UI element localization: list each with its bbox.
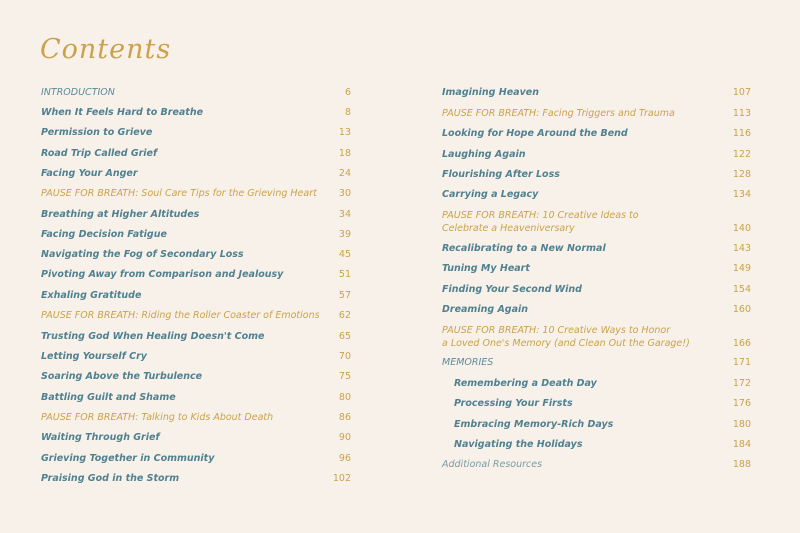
toc-page-number: 57 bbox=[338, 290, 351, 301]
toc-entry-label[interactable]: Finding Your Second Wind bbox=[442, 284, 582, 295]
toc-entry-label[interactable]: Laughing Again bbox=[442, 149, 526, 160]
toc-entry-label[interactable]: Carrying a Legacy bbox=[442, 189, 539, 200]
toc-entry-label[interactable]: Imagining Heaven bbox=[442, 87, 539, 98]
toc-page-number: 128 bbox=[732, 169, 751, 180]
toc-page-number: 45 bbox=[338, 249, 351, 260]
toc-entry-label[interactable]: PAUSE FOR BREATH: Facing Triggers and Trauma bbox=[442, 108, 675, 119]
toc-entry-label[interactable]: Trusting God When Healing Doesn't Come bbox=[41, 331, 265, 342]
toc-page-number: 62 bbox=[338, 310, 351, 321]
toc-entry-label[interactable]: Dreaming Again bbox=[442, 304, 529, 315]
toc-page-number: 90 bbox=[338, 432, 351, 443]
toc-entry-label-continued[interactable]: Celebrate a Heaveniversary bbox=[442, 223, 575, 234]
toc-page-number: 102 bbox=[332, 473, 351, 484]
toc-page-number: 176 bbox=[732, 398, 751, 409]
toc-entry-label[interactable]: Flourishing After Loss bbox=[442, 169, 560, 180]
toc-entry-label[interactable]: PAUSE FOR BREATH: Riding the Roller Coaster of Emotions bbox=[41, 310, 320, 321]
toc-entry-label[interactable]: Letting Yourself Cry bbox=[41, 351, 147, 362]
toc-page-number: 51 bbox=[338, 269, 351, 280]
toc-page-number: 8 bbox=[344, 107, 351, 118]
toc-page-number: 13 bbox=[338, 127, 351, 138]
toc-page-number: 160 bbox=[732, 304, 751, 315]
toc-entry-label[interactable]: INTRODUCTION bbox=[41, 87, 115, 98]
toc-page-number: 116 bbox=[732, 128, 751, 139]
toc-entry-label[interactable]: Facing Decision Fatigue bbox=[41, 229, 167, 240]
toc-page-number: 149 bbox=[732, 263, 751, 274]
toc-page-number: 180 bbox=[732, 419, 751, 430]
toc-page-number: 34 bbox=[338, 209, 351, 220]
toc-entry-label[interactable]: Tuning My Heart bbox=[442, 263, 530, 274]
toc-entry-label[interactable]: MEMORIES bbox=[442, 357, 494, 368]
toc-page-number: 18 bbox=[338, 148, 351, 159]
toc-page-number: 166 bbox=[732, 338, 751, 349]
toc-entry-label[interactable]: When It Feels Hard to Breathe bbox=[41, 107, 204, 118]
toc-entry-label[interactable]: Exhaling Gratitude bbox=[41, 290, 142, 301]
toc-page-number: 107 bbox=[732, 87, 751, 98]
toc-entry-label[interactable]: Embracing Memory-Rich Days bbox=[454, 419, 614, 430]
toc-page-number: 154 bbox=[732, 284, 751, 295]
toc-page-number: 122 bbox=[732, 149, 751, 160]
toc-page-number: 171 bbox=[732, 357, 751, 368]
toc-entry-label[interactable]: PAUSE FOR BREATH: Soul Care Tips for the Grieving Heart bbox=[41, 188, 317, 199]
toc-page-number: 70 bbox=[338, 351, 351, 362]
toc-entry-label[interactable]: Recalibrating to a New Normal bbox=[442, 243, 606, 254]
toc-entry-label[interactable]: Praising God in the Storm bbox=[41, 473, 180, 484]
toc-page-number: 86 bbox=[338, 412, 351, 423]
toc-entry-label[interactable]: Waiting Through Grief bbox=[41, 432, 160, 443]
toc-entry-label[interactable]: Breathing at Higher Altitudes bbox=[41, 209, 200, 220]
toc-entry-label[interactable]: PAUSE FOR BREATH: Talking to Kids About Death bbox=[41, 412, 274, 423]
toc-page-number: 143 bbox=[732, 243, 751, 254]
toc-entry-label[interactable]: PAUSE FOR BREATH: 10 Creative Ideas to bbox=[442, 210, 639, 221]
toc-page-number: 30 bbox=[338, 188, 351, 199]
toc-page-number: 113 bbox=[732, 108, 751, 119]
toc-page-number: 39 bbox=[338, 229, 351, 240]
toc-entry-label[interactable]: Pivoting Away from Comparison and Jealousy bbox=[41, 269, 284, 280]
toc-page-number: 75 bbox=[338, 371, 351, 382]
toc-entry-label[interactable]: Road Trip Called Grief bbox=[41, 148, 158, 159]
toc-page-number: 134 bbox=[732, 189, 751, 200]
toc-entry-label[interactable]: Navigating the Fog of Secondary Loss bbox=[41, 249, 244, 260]
toc-page-number: 172 bbox=[732, 378, 751, 389]
toc-page-number: 96 bbox=[338, 453, 351, 464]
toc-entry-label[interactable]: Navigating the Holidays bbox=[454, 439, 583, 450]
toc-entry-label[interactable]: Soaring Above the Turbulence bbox=[41, 371, 203, 382]
toc-entry-label[interactable]: Looking for Hope Around the Bend bbox=[442, 128, 628, 139]
contents-title: Contents bbox=[40, 34, 172, 65]
toc-page-number: 80 bbox=[338, 392, 351, 403]
toc-entry-label-continued[interactable]: a Loved One's Memory (and Clean Out the Garage!) bbox=[442, 338, 690, 349]
toc-page-number: 184 bbox=[732, 439, 751, 450]
toc-entry-label[interactable]: Remembering a Death Day bbox=[454, 378, 597, 389]
toc-entry-label[interactable]: Processing Your Firsts bbox=[454, 398, 573, 409]
toc-page-number: 188 bbox=[732, 459, 751, 470]
toc-entry-label[interactable]: Permission to Grieve bbox=[41, 127, 153, 138]
toc-page-number: 65 bbox=[338, 331, 351, 342]
toc-entry-label[interactable]: Additional Resources bbox=[442, 459, 543, 470]
toc-page-number: 6 bbox=[344, 87, 351, 98]
toc-page-number: 24 bbox=[338, 168, 351, 179]
toc-entry-label[interactable]: Facing Your Anger bbox=[41, 168, 138, 179]
toc-entry-label[interactable]: PAUSE FOR BREATH: 10 Creative Ways to Honor bbox=[442, 325, 671, 336]
toc-entry-label[interactable]: Battling Guilt and Shame bbox=[41, 392, 176, 403]
toc-entry-label[interactable]: Grieving Together in Community bbox=[41, 453, 215, 464]
toc-page-number: 140 bbox=[732, 223, 751, 234]
